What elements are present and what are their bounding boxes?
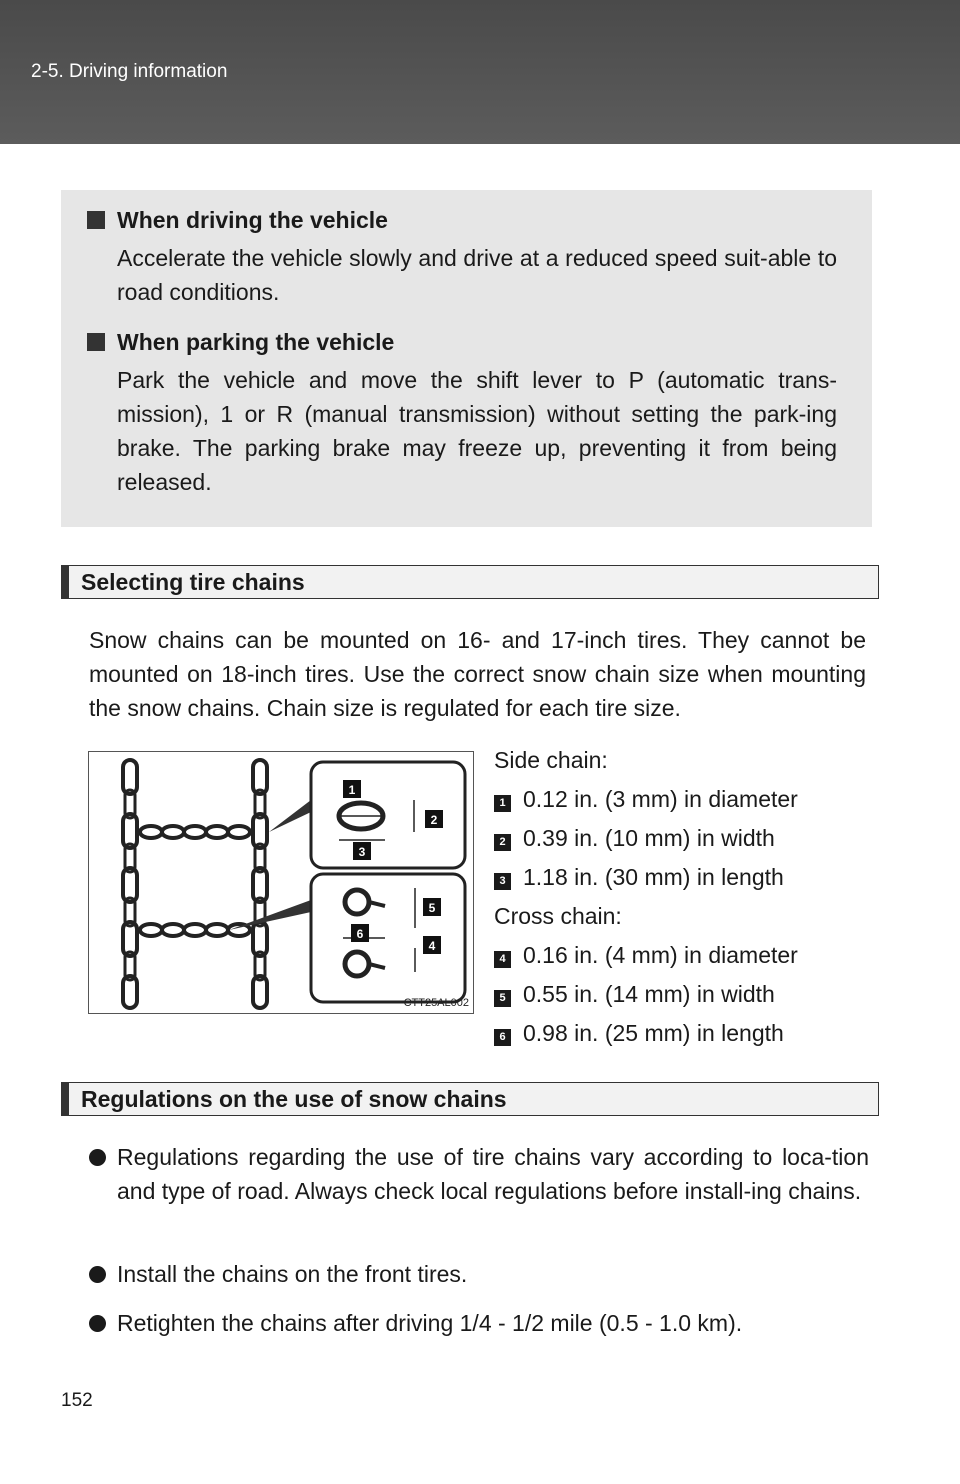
side-chain-label: Side chain: [494,747,608,773]
svg-text:2: 2 [430,813,438,827]
info-body-driving: Accelerate the vehicle slowly and drive at a reduced speed suit-able to road conditions. [117,245,837,305]
selecting-paragraph: Snow chains can be mounted on 16- and 17-inch tires. They cannot be mounted on 18-inch tires. Use the correct snow chain size when mounting the snow chains. Chain size is regulated for each tire size. [89,627,866,721]
section-title: 2-5. Driving information [31,61,228,82]
regulation-bullet-2: Install the chains on the front tires. [89,1257,869,1291]
info-heading-parking: When parking the vehicle [87,327,394,357]
chain-illustration [89,752,473,1013]
svg-text:1: 1 [348,783,356,797]
vertical-chain-left [123,760,137,1008]
bullet-icon [89,1149,106,1166]
spec-item-3: 3 1.18 in. (30 mm) in length [494,862,784,892]
square-bullet-icon [87,211,105,229]
svg-text:4: 4 [428,939,436,953]
svg-text:3: 3 [358,845,366,859]
vertical-chain-right [253,760,267,1008]
cross-chain-bottom [140,924,250,936]
info-heading-driving: When driving the vehicle [87,205,388,235]
section-heading-selecting: Selecting tire chains [61,565,879,599]
regulation-bullet-3: Retighten the chains after driving 1/4 - 1/2 mile (0.5 - 1.0 km). [89,1306,869,1340]
spec-item-6: 6 0.98 in. (25 mm) in length [494,1018,784,1048]
svg-text:6: 6 [356,927,364,941]
regulation-bullet-1: Regulations regarding the use of tire chains vary according to loca-tion and type of road. Always check local regulations before install-ing chains. [89,1140,869,1208]
figure-code: CTT25AL002 [403,997,469,1009]
info-body-parking: Park the vehicle and move the shift lever to P (automatic trans-mission), 1 or R (manual transmission) without setting the park-ing brake. The parking brake may freeze up, preventing it from being released. [117,367,837,495]
square-bullet-icon [87,333,105,351]
page-number: 152 [61,1390,93,1411]
spec-item-4: 4 0.16 in. (4 mm) in diameter [494,940,798,970]
spec-item-5: 5 0.55 in. (14 mm) in width [494,979,775,1009]
info-box [61,190,872,527]
spec-item-2: 2 0.39 in. (10 mm) in width [494,823,775,853]
page-header [0,0,960,144]
section-heading-regulations: Regulations on the use of snow chains [61,1082,879,1116]
bullet-icon [89,1315,106,1332]
cross-chain-callout [311,874,465,1002]
bullet-icon [89,1266,106,1283]
spec-item-1: 1 0.12 in. (3 mm) in diameter [494,784,798,814]
cross-chain-label: Cross chain: [494,903,622,929]
svg-text:5: 5 [428,901,436,915]
cross-chain-top [140,826,250,838]
tire-chain-diagram [88,751,474,1014]
